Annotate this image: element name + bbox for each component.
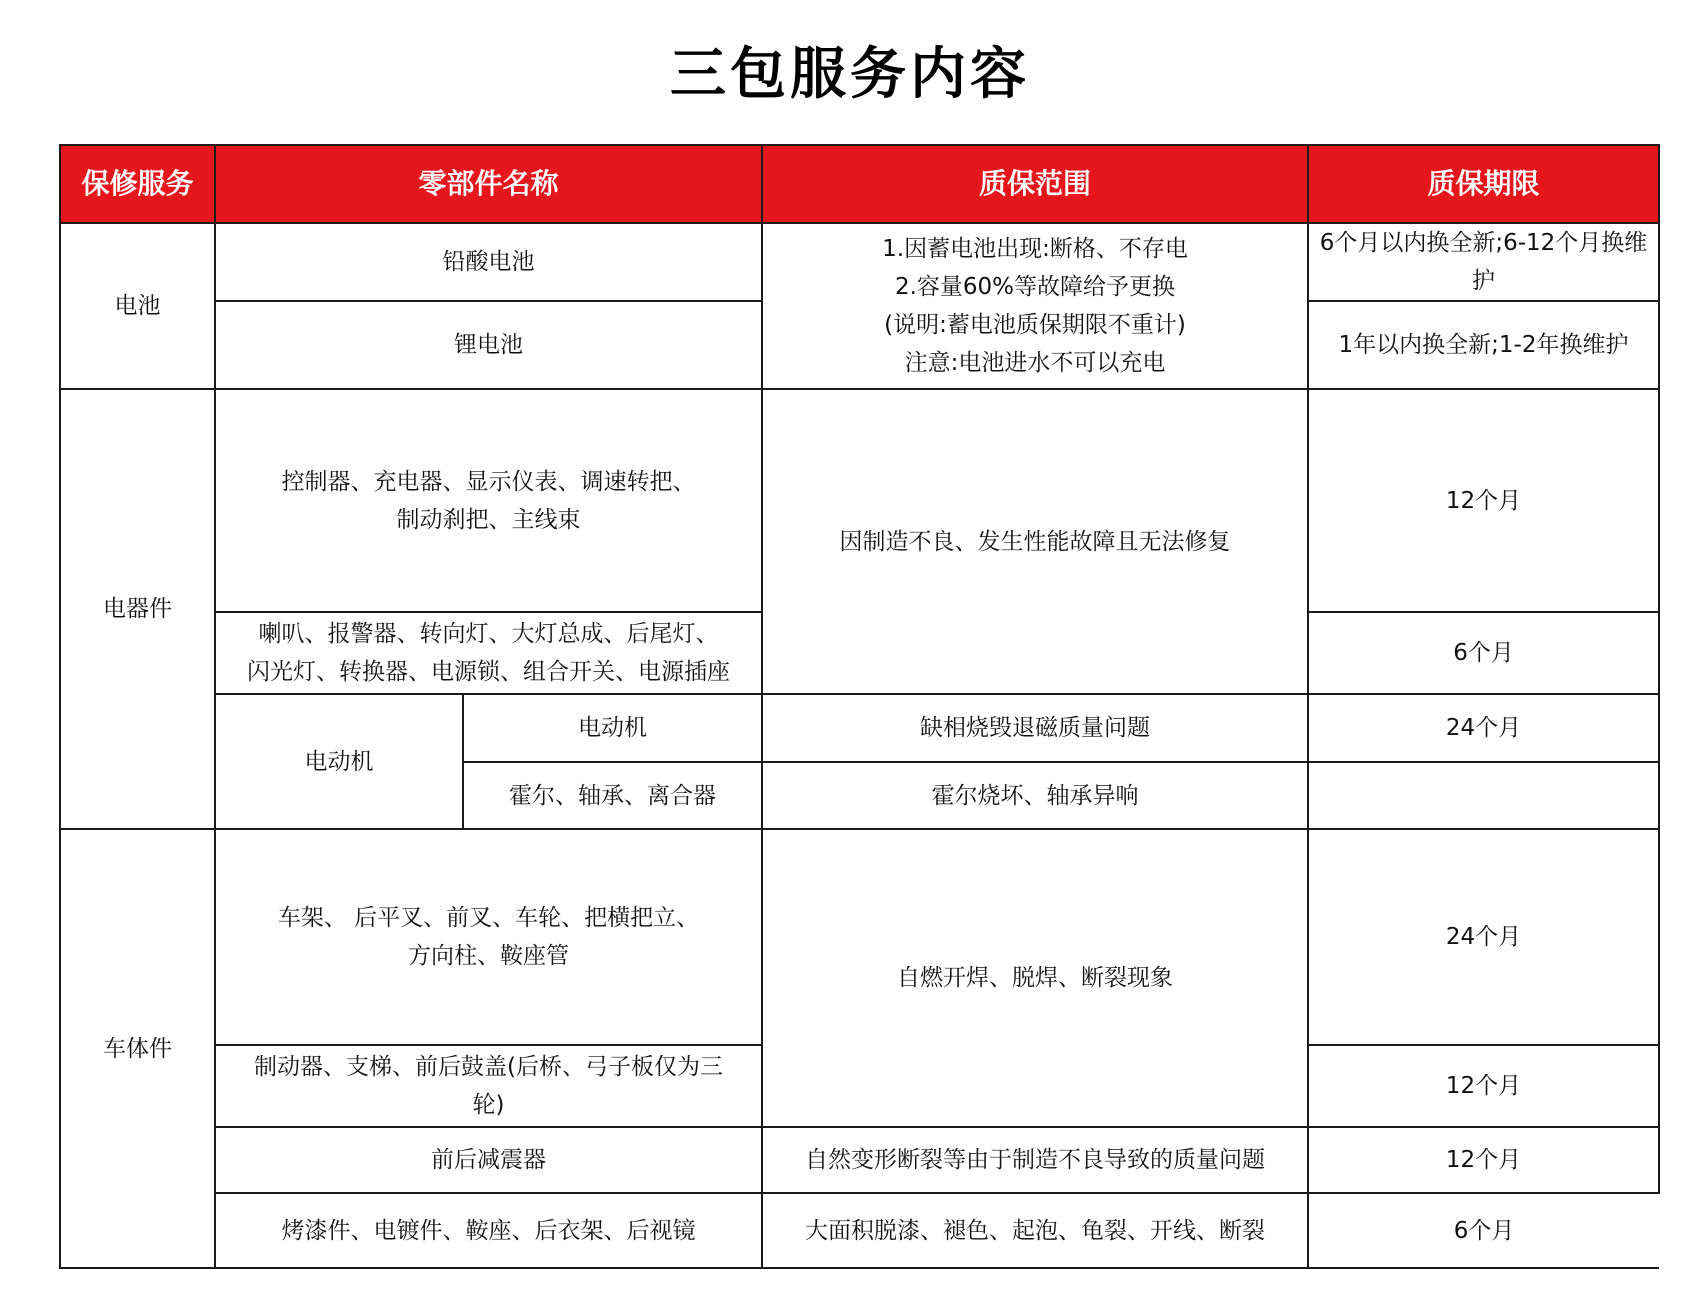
part-motor-sub: 霍尔、轴承、离合器 <box>463 762 762 829</box>
table-row <box>60 1193 1659 1268</box>
scope-battery-line: 注意:电池进水不可以充电 <box>904 350 1166 376</box>
scope-electrical: 因制造不良、发生性能故障且无法修复 <box>762 389 1308 694</box>
part-body-group1: 车架、 后平叉、前叉、车轮、把横把立、 方向柱、鞍座管 <box>215 829 762 1045</box>
table-row <box>60 1127 1659 1193</box>
header-service: 保修服务 <box>60 145 215 223</box>
part-lithium: 锂电池 <box>215 301 762 389</box>
header-period: 质保期限 <box>1308 145 1659 223</box>
table-row <box>60 829 1659 1045</box>
scope-battery-line: 2.容量60%等故障给予更换 <box>894 274 1176 300</box>
header-part: 零部件名称 <box>215 145 762 223</box>
part-shock: 前后减震器 <box>215 1127 762 1193</box>
part-electrical-group1: 控制器、充电器、显示仪表、调速转把、 制动刹把、主线束 <box>215 389 762 612</box>
period-lead-acid: 6个月以内换全新;6-12个月换维护 <box>1308 223 1659 301</box>
table-header-row <box>60 145 1659 223</box>
category-battery: 电池 <box>60 223 215 389</box>
period-shock: 12个月 <box>1308 1127 1659 1193</box>
period-lithium: 1年以内换全新;1-2年换维护 <box>1308 301 1659 389</box>
period-body-group1: 24个月 <box>1308 829 1659 1045</box>
period-electrical-group2: 6个月 <box>1308 612 1659 694</box>
part-body-group2: 制动器、支梯、前后鼓盖(后桥、弓子板仅为三 轮) <box>215 1045 762 1127</box>
period-motor: 24个月 <box>1308 694 1659 762</box>
scope-battery-line: (说明:蓄电池质保期限不重计) <box>884 312 1186 338</box>
page-title: 三包服务内容 <box>670 42 1030 107</box>
scope-battery-line: 1.因蓄电池出现:断格、不存电 <box>882 236 1188 262</box>
scope-motor-sub: 霍尔烧坏、轴承异响 <box>762 762 1308 829</box>
period-motor-sub <box>1308 762 1659 829</box>
warranty-table <box>59 144 1660 1269</box>
part-electrical-group2: 喇叭、报警器、转向灯、大灯总成、后尾灯、 闪光灯、转换器、电源锁、组合开关、电源插座 <box>215 612 762 694</box>
header-scope: 质保范围 <box>762 145 1308 223</box>
part-motor: 电动机 <box>463 694 762 762</box>
category-body: 车体件 <box>60 829 215 1268</box>
scope-body: 自燃开焊、脱焊、断裂现象 <box>762 829 1308 1127</box>
scope-battery <box>762 223 1308 389</box>
part-motor-label: 电动机 <box>215 694 463 829</box>
table-row <box>60 389 1659 612</box>
part-paint: 烤漆件、电镀件、鞍座、后衣架、后视镜 <box>215 1193 762 1268</box>
part-lead-acid: 铅酸电池 <box>215 223 762 301</box>
period-electrical-group1: 12个月 <box>1308 389 1659 612</box>
period-body-group2: 12个月 <box>1308 1045 1659 1127</box>
scope-motor: 缺相烧毁退磁质量问题 <box>762 694 1308 762</box>
scope-shock: 自然变形断裂等由于制造不良导致的质量问题 <box>762 1127 1308 1193</box>
table-row <box>60 694 1659 762</box>
period-paint: 6个月 <box>1308 1193 1659 1268</box>
table-row <box>60 223 1659 301</box>
scope-paint: 大面积脱漆、褪色、起泡、龟裂、开线、断裂 <box>762 1193 1308 1268</box>
category-electrical: 电器件 <box>60 389 215 829</box>
